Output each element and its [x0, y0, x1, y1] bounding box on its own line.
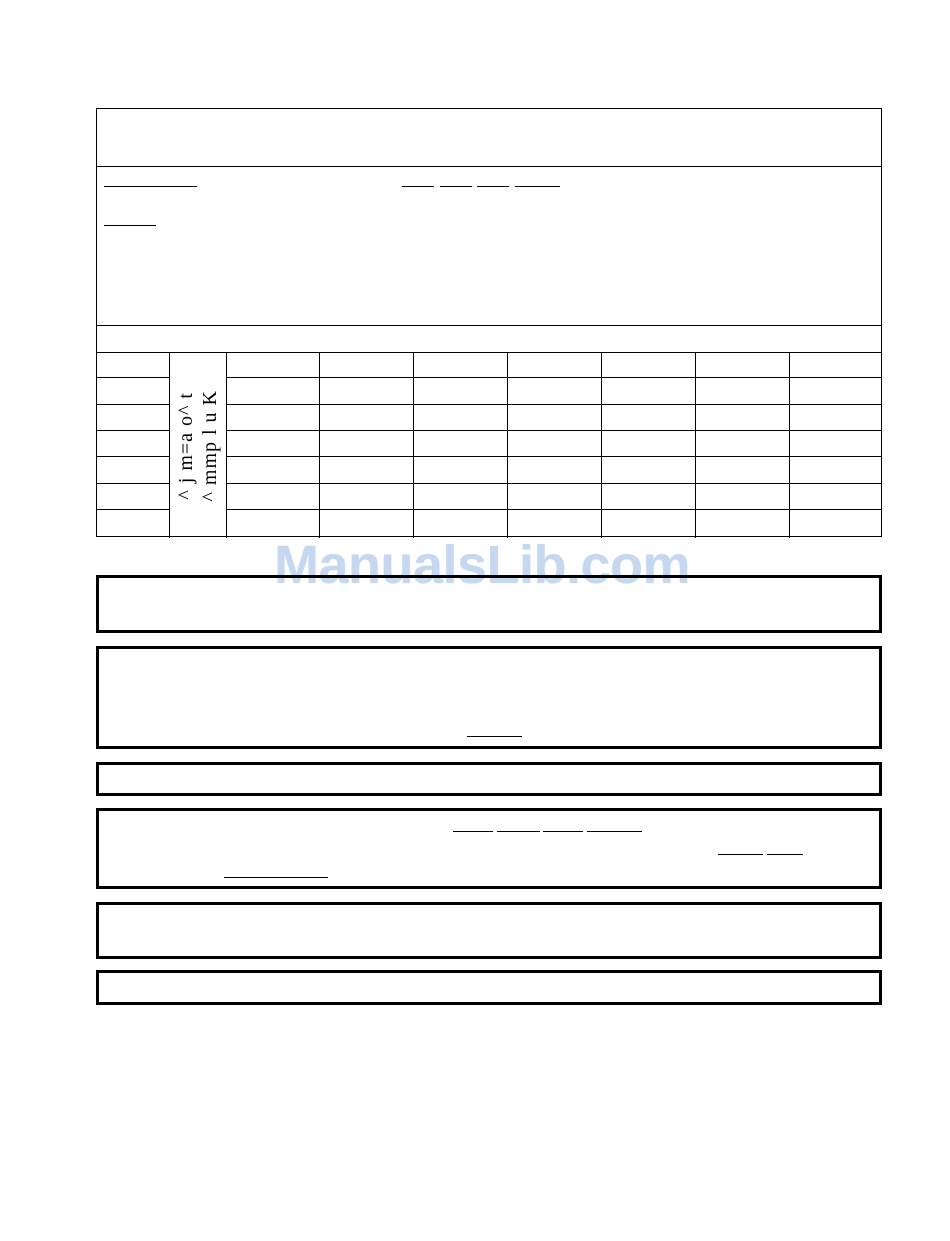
blank-line: [104, 186, 197, 187]
blank-line: [104, 225, 156, 226]
grid-col-line: [601, 352, 602, 538]
blank-line: [440, 186, 472, 187]
grid-row-line: [97, 404, 169, 405]
blank-line: [224, 877, 328, 878]
blank-line: [477, 186, 509, 187]
grid-row-line: [97, 430, 169, 431]
blank-line: [587, 831, 642, 832]
grid-row-line: [97, 456, 169, 457]
blank-line: [467, 736, 522, 737]
grid-row-line: [226, 377, 881, 378]
note-box-4: [96, 808, 882, 889]
grid-col-line: [507, 352, 508, 538]
note-box-5: [96, 902, 882, 959]
grid-row-line: [97, 483, 169, 484]
form-table: [96, 108, 882, 537]
note-box-2: [96, 646, 882, 749]
grid-row-line: [226, 509, 881, 510]
grid-col-line: [695, 352, 696, 538]
grid-col-line: [319, 352, 320, 538]
grid-row-line: [97, 509, 169, 510]
grid-col-line: [413, 352, 414, 538]
blank-line: [497, 831, 540, 832]
grid-col-line: [789, 352, 790, 538]
blank-line: [718, 854, 763, 855]
blank-line: [453, 831, 493, 832]
watermark-logo: ManualsLib.com: [273, 535, 691, 595]
blank-line: [402, 186, 434, 187]
header-divider: [97, 166, 881, 167]
grid-row-line: [226, 483, 881, 484]
grid-row-line: [226, 430, 881, 431]
note-box-6: [96, 970, 882, 1005]
note-box-3: [96, 762, 882, 796]
note-box-1: [96, 575, 882, 633]
grid-col-line: [226, 352, 227, 538]
grid-row-line: [226, 404, 881, 405]
grid-row-line: [97, 377, 169, 378]
vertical-label-cell: [170, 353, 226, 538]
vertical-label-line1: ^ mmp l u K: [199, 389, 221, 502]
blank-line: [543, 831, 583, 832]
grid-row-line: [226, 456, 881, 457]
vertical-label-line2: ^ j m=a o^ t: [175, 391, 197, 500]
section-divider: [97, 325, 881, 326]
blank-line: [515, 186, 560, 187]
blank-line: [767, 854, 803, 855]
